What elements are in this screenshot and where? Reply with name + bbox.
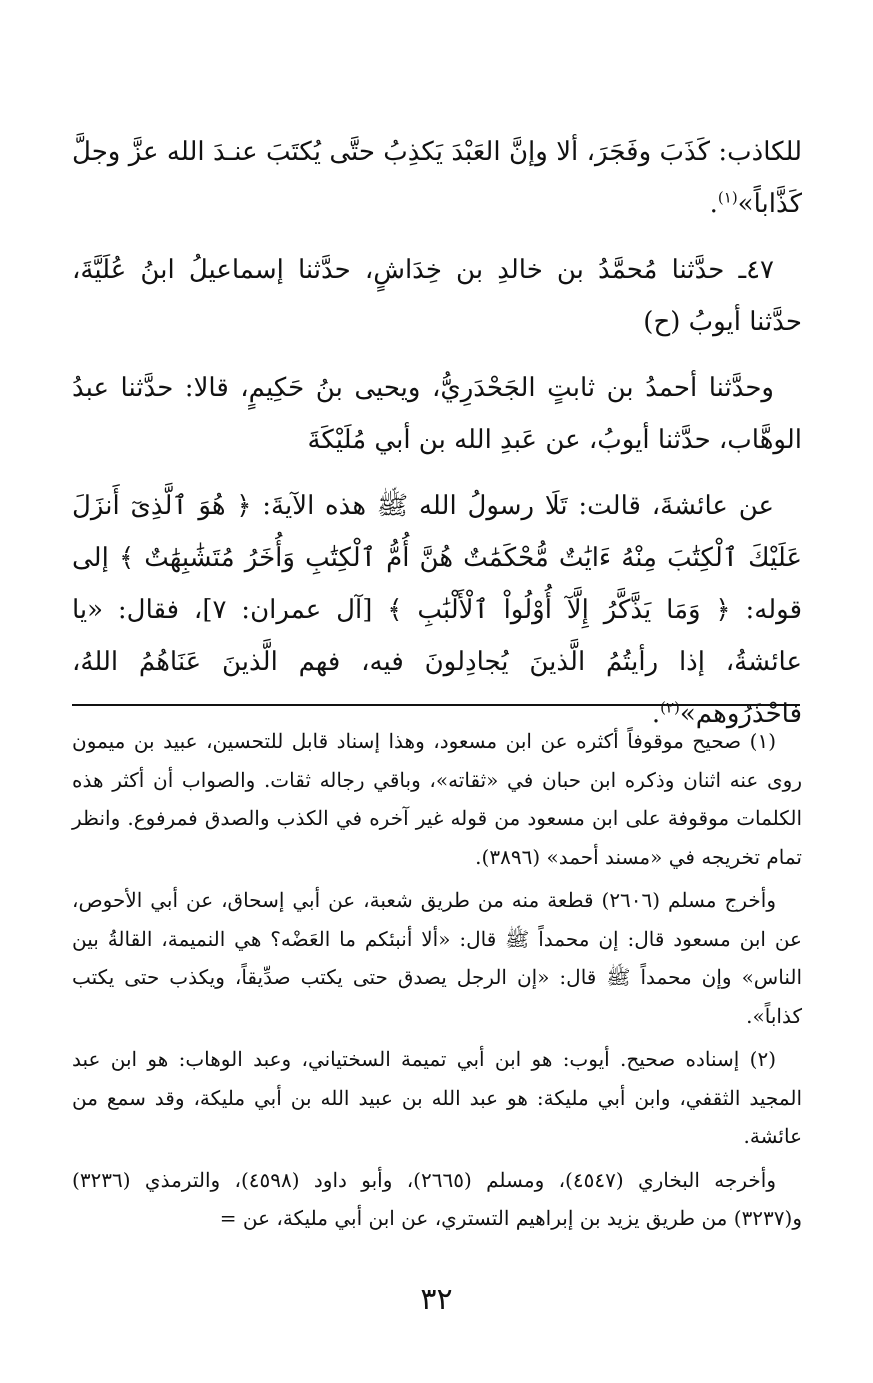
footnote-1: (١) صحيح موقوفاً أكثره عن ابن مسعود، وهذا إسناد قابل للتحسين، عبيد بن ميمون روى عنه اثنان وذكره ابن حبان في «ثقاته»، وباقي رجاله ثقات. والصواب أن أكثر هذه الكلمات موقوفة على ابن مسعود من قوله غير آخره في الكذب والصدق فمرفوع. وانظر تمام تخريجه في «مسند أحمد» (٣٨٩٦).	[72, 729, 802, 869]
main-text	[72, 126, 802, 754]
hadith-47-matn-text: عن عائشةَ، قالت: تَلَا رسولُ الله ﷺ هذه الآيةَ: ﴿ هُوَ ٱلَّذِىٓ أَنزَلَ عَلَيْكَ ٱلْكِتَٰبَ مِنْهُ ءَايَٰتٌ مُّحْكَمَٰتٌ هُنَّ أُمُّ ٱلْكِتَٰبِ وَأُخَرُ مُتَشَٰبِهَٰتٌ ﴾ إلى قوله: ﴿ وَمَا يَذَّكَّرُ إِلَّآ أُوْلُواْ ٱلْأَلْبَٰبِ ﴾ [آل عمران: ٧]، فقال: «يا عائشةُ، إذا رأيتُمُ الَّذينَ يُجادِلونَ فيه، فهم الَّذينَ عَنَاهُمُ اللهُ، فاحْذَرُوهم»	[72, 491, 802, 729]
footnote-1-continued: وأخرج مسلم (٢٦٠٦) قطعة منه من طريق شعبة، عن أبي إسحاق، عن أبي الأحوص، عن ابن مسعود قال: إن محمداً ﷺ قال: «ألا أنبئكم ما العَضْه؟ هي النميمة، القالةُ بين الناس» وإن محمداً ﷺ قال: «إن الرجل يصدق حتى يكتب صدِّيقاً، ويكذب حتى يكتب كذاباً».	[72, 888, 802, 1028]
hadith-47-matn	[72, 480, 802, 740]
main-paragraph-1-text: للكاذب: كَذَبَ وفَجَرَ، ألا وإنَّ العَبْدَ يَكذِبُ حتَّى يُكتَبَ عنـدَ الله عزَّ وجلَّ كَذَّاباً»	[72, 137, 802, 219]
page-number: ٣٢	[420, 1282, 453, 1317]
footnote-divider	[72, 704, 800, 706]
footnote-ref-2: (٢)	[660, 698, 680, 717]
sentence-end: .	[709, 189, 718, 219]
sentence-end-2: .	[651, 699, 661, 729]
hadith-47-chain: ٤٧ـ حدَّثنا مُحمَّدُ بن خالدِ بن خِدَاشٍ، حدَّثنا إسماعيلُ ابنُ عُلَيَّةَ، حدَّثنا أيوبُ (ح)	[72, 255, 802, 337]
footnote-ref-1: (١)	[717, 188, 738, 207]
hadith-47-second-chain: وحدَّثنا أحمدُ بن ثابتٍ الجَحْدَرِيُّ، ويحيى بنُ حَكِيمٍ، قالا: حدَّثنا عبدُ الوهَّاب، حدَّثنا أيوبُ، عن عَبدِ الله بن أبي مُلَيْكَةَ	[72, 373, 802, 455]
footnote-2-continued: وأخرجه البخاري (٤٥٤٧)، ومسلم (٢٦٦٥)، وأبو داود (٤٥٩٨)، والترمذي (٣٢٣٦) و(٣٢٣٧) من طريق يزيد بن إبراهيم التستري، عن ابن أبي مليكة، عن =	[72, 1167, 802, 1230]
footnote-2: (٢) إسناده صحيح. أيوب: هو ابن أبي تميمة السختياني، وعبد الوهاب: هو ابن عبد المجيد الثقفي، وابن أبي مليكة: هو عبد الله بن عبيد الله بن أبي مليكة، وقد سمع من عائشة.	[72, 1047, 802, 1148]
main-paragraph-continuation	[72, 126, 802, 230]
footnotes-section	[72, 722, 802, 1243]
